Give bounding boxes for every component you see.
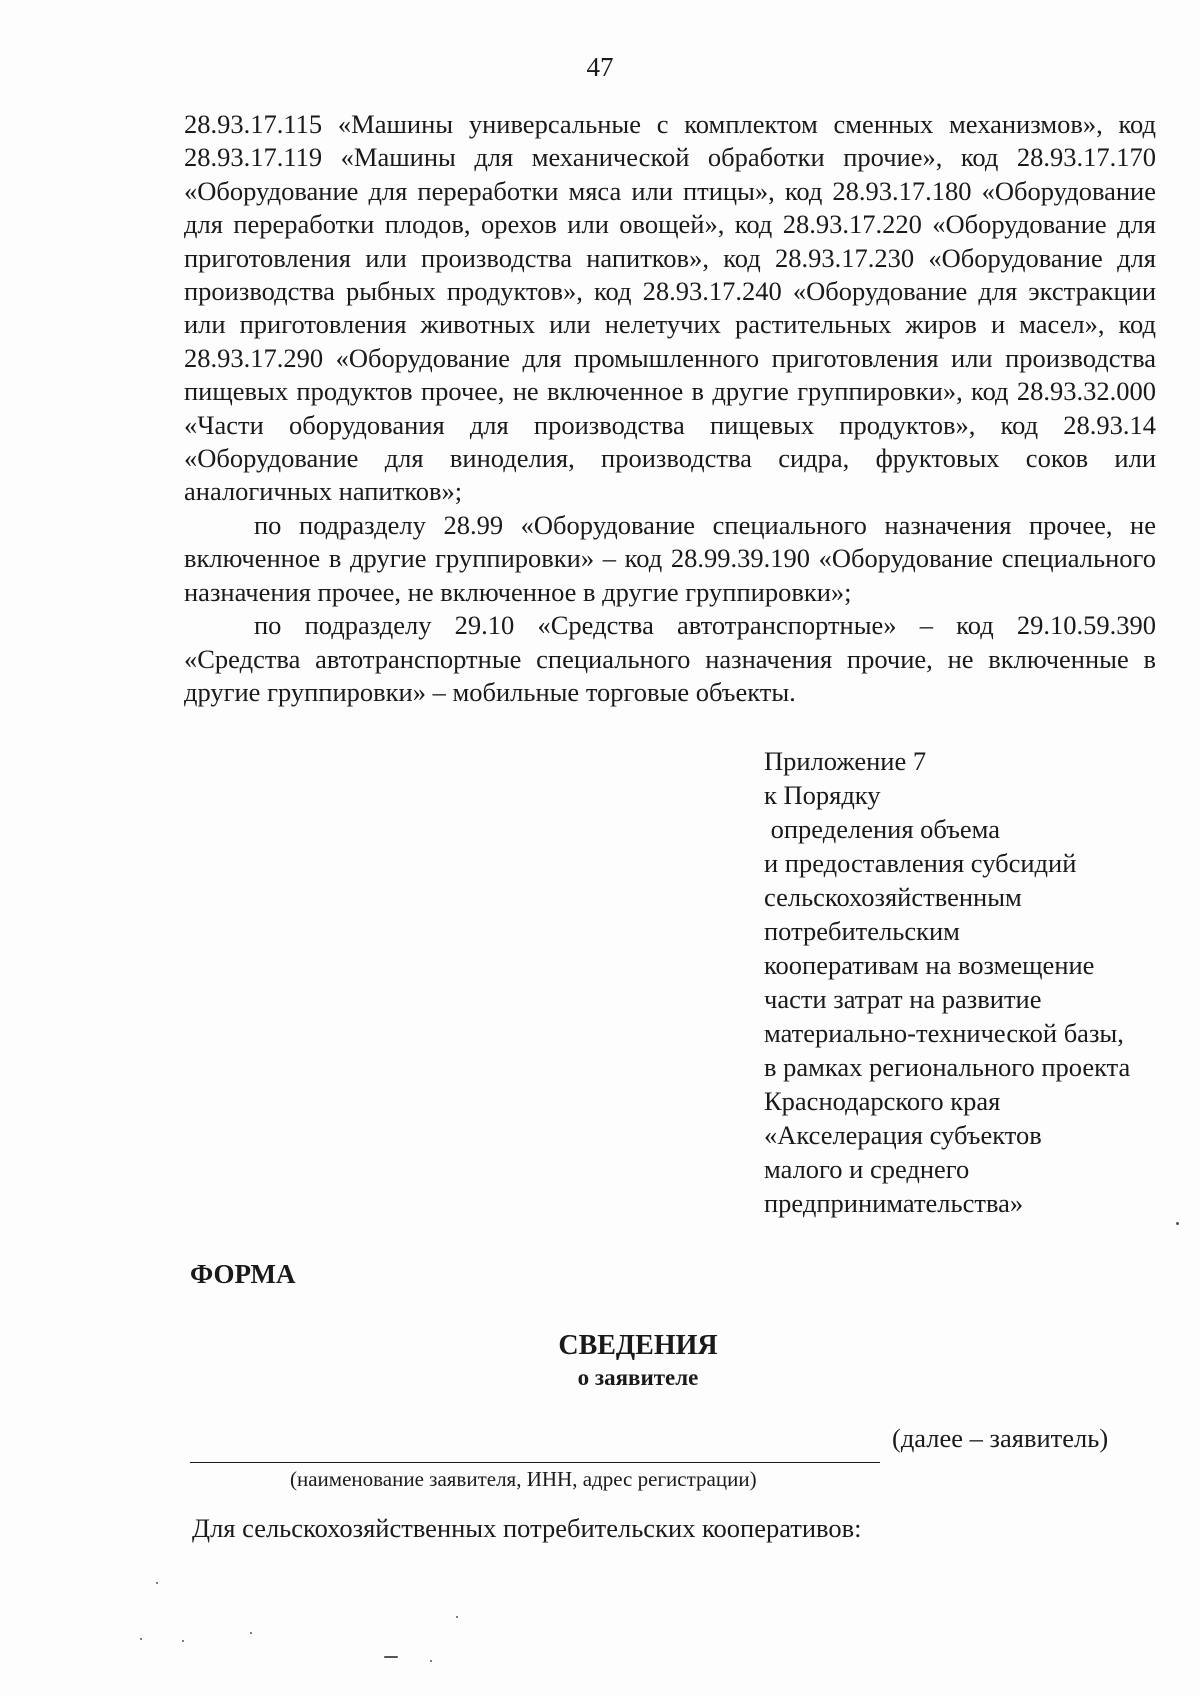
scan-speck [384,1656,398,1658]
scan-speck [182,1640,184,1642]
appendix-line: материально-технической базы, [764,1018,1124,1048]
appendix-line: «Акселерация субъектов [764,1120,1042,1150]
scan-speck [250,1632,252,1634]
appendix-line: части затрат на развитие [764,984,1042,1014]
applicant-field-caption: (наименование заявителя, ИНН, адрес регистрации) [290,1467,757,1491]
appendix-line: к Порядку [764,780,881,810]
scan-speck [456,1616,458,1618]
appendix-line: потребительским [764,916,960,946]
form-title: СВЕДЕНИЯ [558,1330,718,1361]
appendix-header [764,744,1164,1220]
form-subtitle: о заявителе [577,1365,699,1390]
appendix-line: Краснодарского края [764,1086,1001,1116]
appendix-line: определения объема [764,814,1001,844]
appendix-line: в рамках регионального проекта [764,1052,1131,1082]
paragraph-subsection-29-10: по подразделу 29.10 «Средства автотранспортные» – код 29.10.59.390 «Средства автотранспортные специального назначения прочие, не включенные в другие группировки» – мобильные торговые объекты. [184,610,1156,707]
form-label: ФОРМА [190,1259,296,1289]
appendix-line: предпринимательства» [764,1188,1024,1218]
paragraph-subsection-28-99: по подразделу 28.99 «Оборудование специального назначения прочее, не включенное в другие группировки» – код 28.99.39.190 «Оборудование специального назначения прочее, не включенное в другие группировки»; [184,509,1156,607]
scan-speck [156,1582,158,1584]
paragraph-okpd-codes: 28.93.17.115 «Машины универсальные с комплектом сменных механизмов», код 28.93.17.119 «Машины для механической обработки прочие», код 28.93.17.170 «Оборудование для переработки мяса или птицы», код 28.93.17.180 «Оборудование для переработки плодов, орехов или овощей», код 28.93.17.220 «Оборудование для приготовления или производства напитков», код 28.93.17.230 «Оборудование для производства рыбных продуктов», код 28.93.17.240 «Оборудование для экстракции или приготовления животных или нелетучих растительных жиров и масел», код 28.93.17.290 «Оборудование для промышленного приготовления или производства пищевых продуктов прочее, не включенное в другие группировки», код 28.93.32.000 «Части оборудования для производства пищевых продуктов», код 28.93.14 «Оборудование для виноделия, производства сидра, фруктовых соков или аналогичных напитков»; [184,109,1156,507]
appendix-line: Приложение 7 [764,746,927,776]
scan-speck [430,1660,432,1662]
appendix-line: и предоставления субсидий [764,848,1077,878]
appendix-line: сельскохозяйственным [764,882,1022,912]
appendix-line: малого и среднего [764,1154,970,1184]
scan-speck [140,1638,142,1640]
page-number: 47 [586,52,614,82]
appendix-line: кооперативам на возмещение [764,950,1095,980]
applicant-suffix: (далее – заявитель) [892,1423,1109,1453]
scan-speck [1176,1222,1179,1225]
body-text [184,108,1156,709]
cooperatives-label: Для сельскохозяйственных потребительских кооперативов: [192,1513,862,1543]
applicant-name-field[interactable] [190,1462,880,1463]
